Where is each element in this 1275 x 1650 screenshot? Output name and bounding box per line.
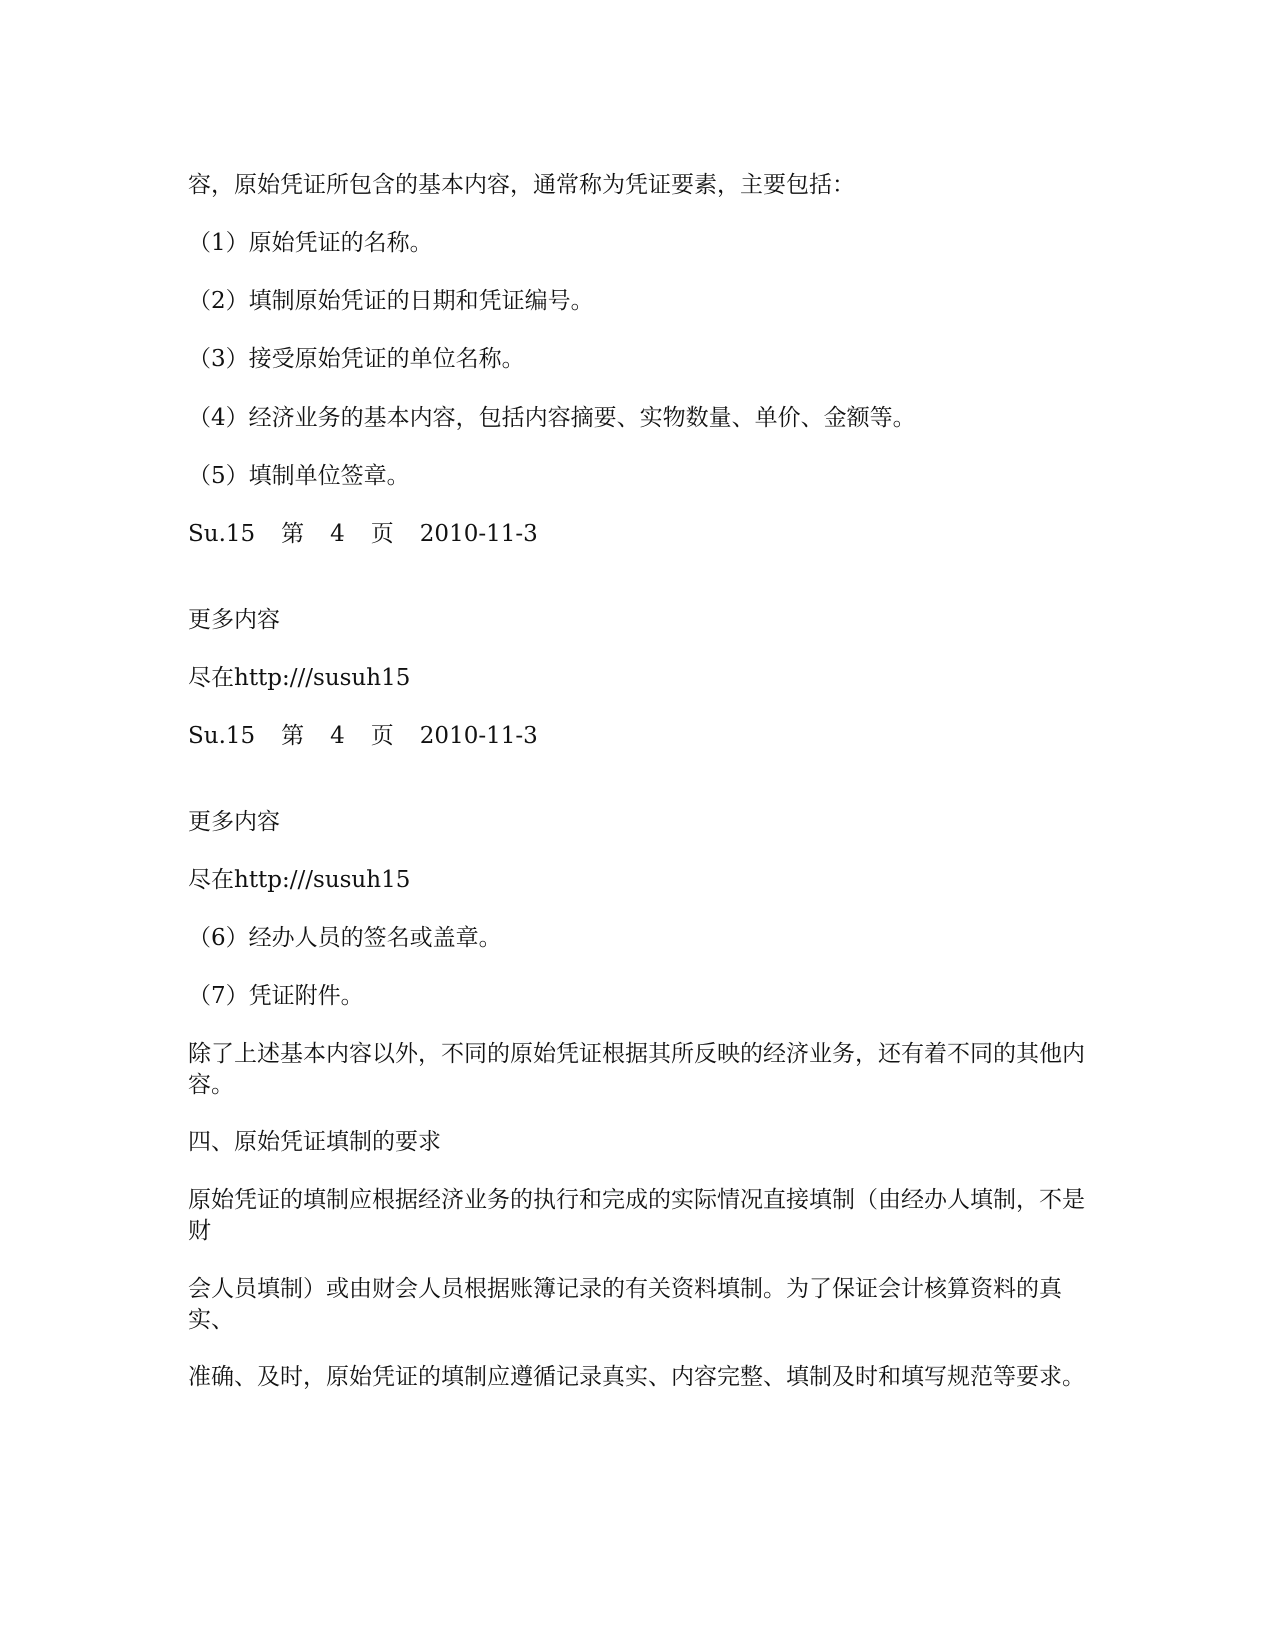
- more-content-label: 更多内容: [188, 809, 280, 835]
- more-content-label: 更多内容: [188, 607, 280, 633]
- list-item: （2）填制原始凭证的日期和凭证编号。: [188, 288, 594, 314]
- paragraph-requirements-1: 原始凭证的填制应根据经济业务的执行和完成的实际情况直接填制（由经办人填制，不是财: [188, 1187, 1085, 1244]
- footer-page-prefix: 第: [281, 521, 305, 547]
- list-item: （6）经办人员的签名或盖章。: [188, 925, 502, 951]
- footer-author: Su.15: [188, 521, 256, 547]
- list-item: （4）经济业务的基本内容，包括内容摘要、实物数量、单价、金额等。: [188, 405, 916, 431]
- paragraph-other-content: 除了上述基本内容以外，不同的原始凭证根据其所反映的经济业务，还有着不同的其他内容。: [188, 1041, 1085, 1098]
- footer-page-number: 4: [330, 723, 345, 749]
- footer-date: 2010-11-3: [419, 521, 538, 547]
- footer-page-suffix: 页: [370, 723, 394, 749]
- list-item: （5）填制单位签章。: [188, 463, 410, 489]
- footer-page-prefix: 第: [281, 723, 305, 749]
- footer-page-suffix: 页: [370, 521, 394, 547]
- paragraph-requirements-2: 会人员填制）或由财会人员根据账簿记录的有关资料填制。为了保证会计核算资料的真实、: [188, 1276, 1062, 1333]
- paragraph-requirements-3: 准确、及时，原始凭证的填制应遵循记录真实、内容完整、填制及时和填写规范等要求。: [188, 1364, 1085, 1390]
- site-link-text: 尽在http:///susuh15: [188, 867, 411, 893]
- section-heading: 四、原始凭证填制的要求: [188, 1129, 441, 1155]
- list-item: （3）接受原始凭证的单位名称。: [188, 346, 525, 372]
- intro-text: 容，原始凭证所包含的基本内容，通常称为凭证要素，主要包括：: [188, 172, 855, 198]
- list-item: （7）凭证附件。: [188, 983, 364, 1009]
- footer-page-number: 4: [330, 521, 345, 547]
- footer-author: Su.15: [188, 723, 256, 749]
- page-footer: [188, 519, 1088, 549]
- page-footer: [188, 721, 1088, 751]
- footer-date: 2010-11-3: [419, 723, 538, 749]
- list-item: （1）原始凭证的名称。: [188, 230, 433, 256]
- site-link-text: 尽在http:///susuh15: [188, 665, 411, 691]
